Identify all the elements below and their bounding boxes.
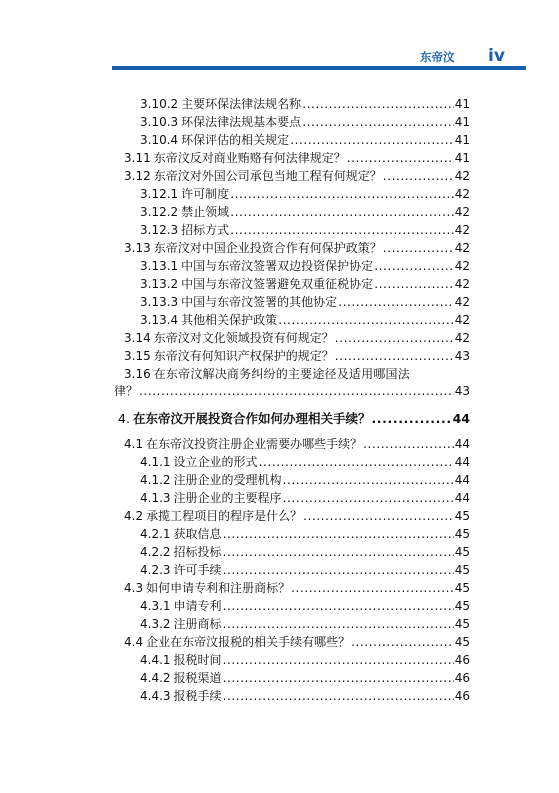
toc-page: 42 xyxy=(454,169,470,183)
toc-label: 报税时间 xyxy=(173,653,222,667)
toc-entry[interactable] xyxy=(114,508,470,525)
toc-number: 4.1.1 xyxy=(140,455,171,469)
dot-leader xyxy=(223,616,454,633)
dot-leader xyxy=(383,240,454,257)
toc-label: 在东帝汶开展投资合作如何办理相关手续？ xyxy=(132,411,371,426)
toc-page: 42 xyxy=(454,205,470,219)
toc-entry[interactable] xyxy=(114,634,470,651)
toc-page: 45 xyxy=(454,509,470,523)
toc-page: 43 xyxy=(454,384,470,398)
toc-number: 3.10.2 xyxy=(140,97,179,111)
dot-leader xyxy=(374,276,454,293)
toc-page: 42 xyxy=(454,241,470,255)
dot-leader xyxy=(302,114,454,131)
dot-leader xyxy=(223,688,454,705)
toc-number: 3.12.2 xyxy=(140,205,179,219)
toc-page: 42 xyxy=(454,277,470,291)
toc-entry[interactable] xyxy=(114,544,470,561)
dot-leader xyxy=(383,168,454,185)
toc-page: 44 xyxy=(454,455,470,469)
toc-entry[interactable] xyxy=(114,472,470,489)
toc-page: 43 xyxy=(454,349,470,363)
toc-entry[interactable] xyxy=(114,670,470,687)
toc-label: 在东帝汶解决商务纠纷的主要途径及适用哪国法 xyxy=(153,367,410,381)
dot-leader xyxy=(223,544,454,561)
toc-number: 3.12.1 xyxy=(140,187,179,201)
toc-page: 42 xyxy=(454,259,470,273)
toc-number: 3.13.1 xyxy=(140,259,179,273)
toc-number: 4.2.2 xyxy=(140,545,171,559)
toc-entry[interactable] xyxy=(114,258,470,275)
dot-leader xyxy=(351,634,454,651)
dot-leader xyxy=(363,436,454,453)
toc-number: 4.3 xyxy=(124,581,144,595)
toc-page: 45 xyxy=(454,563,470,577)
toc-entry[interactable] xyxy=(114,580,470,597)
toc-label: 许可制度 xyxy=(181,187,230,201)
toc-label: 环保评估的相关规定 xyxy=(181,133,290,147)
page-number: iv xyxy=(488,46,505,66)
toc-entry[interactable] xyxy=(114,294,470,311)
toc-label-continued: 律？ xyxy=(114,384,139,398)
dot-leader xyxy=(283,490,454,507)
toc-number: 4.1 xyxy=(124,437,144,451)
dot-leader xyxy=(338,294,454,311)
toc-entry[interactable] xyxy=(114,454,470,471)
toc-page: 42 xyxy=(454,223,470,237)
dot-leader xyxy=(278,312,454,329)
toc-label: 东帝汶对文化领域投资有何规定？ xyxy=(153,331,334,345)
toc-number: 4.2.1 xyxy=(140,527,171,541)
toc-number: 4.2.3 xyxy=(140,563,171,577)
toc-page: 41 xyxy=(454,151,470,165)
toc-label: 报税手续 xyxy=(173,689,222,703)
dot-leader xyxy=(283,472,454,489)
toc-label: 环保法律法规基本要点 xyxy=(181,115,302,129)
toc-entry[interactable] xyxy=(114,276,470,293)
toc-label: 东帝汶对中国企业投资合作有何保护政策？ xyxy=(153,241,382,255)
toc-entry[interactable] xyxy=(114,96,470,113)
toc-number: 3.13 xyxy=(124,241,151,255)
dot-leader xyxy=(303,508,454,525)
toc-label: 东帝汶对外国公司承包当地工程有何规定？ xyxy=(153,169,382,183)
toc-number: 3.13.4 xyxy=(140,313,179,327)
dot-leader xyxy=(290,132,454,149)
toc-page: 42 xyxy=(454,295,470,309)
toc-page: 44 xyxy=(452,411,470,426)
dot-leader xyxy=(374,258,454,275)
toc-entry[interactable] xyxy=(114,168,470,185)
toc-entry[interactable] xyxy=(114,204,470,221)
dot-leader xyxy=(230,222,454,239)
toc-number: 4.2 xyxy=(124,509,144,523)
toc-number: 3.10.4 xyxy=(140,133,179,147)
toc-page: 42 xyxy=(454,187,470,201)
toc-entry[interactable] xyxy=(114,330,470,347)
toc-page: 41 xyxy=(454,133,470,147)
toc-entry[interactable] xyxy=(114,598,470,615)
toc-label: 其他相关保护政策 xyxy=(181,313,278,327)
header-rule xyxy=(112,66,526,70)
toc-label: 注册商标 xyxy=(173,617,222,631)
toc-label: 东帝汶反对商业贿赂有何法律规定？ xyxy=(153,151,346,165)
toc-number: 3.12.3 xyxy=(140,223,179,237)
toc-number: 4.3.2 xyxy=(140,617,171,631)
toc-number: 4. xyxy=(118,411,130,426)
toc-entry[interactable] xyxy=(114,366,470,400)
toc-label: 如何申请专利和注册商标？ xyxy=(146,581,291,595)
toc-entry[interactable] xyxy=(114,240,470,257)
toc-page: 42 xyxy=(454,313,470,327)
toc-number: 3.16 xyxy=(124,367,151,381)
toc-number: 3.14 xyxy=(124,331,151,345)
toc-number: 3.11 xyxy=(124,151,151,165)
toc-entry[interactable] xyxy=(114,186,470,203)
toc-number: 3.15 xyxy=(124,349,151,363)
dot-leader xyxy=(223,598,454,615)
toc-label: 在东帝汶投资注册企业需要办哪些手续？ xyxy=(146,437,363,451)
running-header-title: 东帝汶 xyxy=(420,50,455,64)
dot-leader xyxy=(223,526,454,543)
toc-number: 4.4 xyxy=(124,635,144,649)
toc-label: 许可手续 xyxy=(173,563,222,577)
toc-entry[interactable] xyxy=(114,688,470,705)
toc-number: 4.1.2 xyxy=(140,473,171,487)
toc-page: 41 xyxy=(454,97,470,111)
toc-entry[interactable] xyxy=(114,562,470,579)
dot-leader xyxy=(302,96,454,113)
toc-page: 45 xyxy=(454,599,470,613)
toc-page: 41 xyxy=(454,115,470,129)
toc-page: 44 xyxy=(454,491,470,505)
toc-page: 42 xyxy=(454,331,470,345)
toc-entry[interactable] xyxy=(114,312,470,329)
toc-page: 44 xyxy=(454,437,470,451)
toc-page: 46 xyxy=(454,671,470,685)
toc-page: 46 xyxy=(454,689,470,703)
toc-page: 45 xyxy=(454,617,470,631)
toc-entry[interactable] xyxy=(114,132,470,149)
toc-number: 4.1.3 xyxy=(140,491,171,505)
toc-label: 获取信息 xyxy=(173,527,222,541)
dot-leader xyxy=(371,410,451,427)
toc-label: 主要环保法律法规名称 xyxy=(181,97,302,111)
dot-leader xyxy=(139,383,454,400)
toc-entry[interactable] xyxy=(114,348,470,365)
dot-leader xyxy=(335,330,454,347)
toc-page: 46 xyxy=(454,653,470,667)
toc-label: 注册企业的受理机构 xyxy=(173,473,282,487)
toc-label: 报税渠道 xyxy=(173,671,222,685)
toc-label: 东帝汶有何知识产权保护的规定？ xyxy=(153,349,334,363)
toc-page: 45 xyxy=(454,635,470,649)
dot-leader xyxy=(230,204,454,221)
toc-label: 中国与东帝汶签署的其他协定 xyxy=(181,295,338,309)
toc-number: 3.13.2 xyxy=(140,277,179,291)
dot-leader xyxy=(259,454,454,471)
toc-entry[interactable] xyxy=(114,490,470,507)
toc-entry[interactable] xyxy=(114,436,470,453)
toc-chapter-entry[interactable] xyxy=(114,410,470,427)
dot-leader xyxy=(335,348,454,365)
toc-label: 中国与东帝汶签署避免双重征税协定 xyxy=(181,277,374,291)
toc-number: 3.10.3 xyxy=(140,115,179,129)
toc-label: 招标投标 xyxy=(173,545,222,559)
toc-label: 申请专利 xyxy=(173,599,222,613)
toc-label: 注册企业的主要程序 xyxy=(173,491,282,505)
toc-page: 45 xyxy=(454,527,470,541)
toc-entry[interactable] xyxy=(114,114,470,131)
toc-page: 45 xyxy=(454,545,470,559)
toc-label: 中国与东帝汶签署双边投资保护协定 xyxy=(181,259,374,273)
toc-label: 企业在东帝汶报税的相关手续有哪些？ xyxy=(146,635,351,649)
toc-number: 4.4.1 xyxy=(140,653,171,667)
dot-leader xyxy=(223,562,454,579)
toc-label: 招标方式 xyxy=(181,223,230,237)
toc-number: 4.3.1 xyxy=(140,599,171,613)
toc-number: 3.13.3 xyxy=(140,295,179,309)
toc-page: 44 xyxy=(454,473,470,487)
toc-entry[interactable] xyxy=(114,222,470,239)
dot-leader xyxy=(223,652,454,669)
toc-entry[interactable] xyxy=(114,616,470,633)
dot-leader xyxy=(291,580,454,597)
toc-label: 禁止领域 xyxy=(181,205,230,219)
dot-leader xyxy=(230,186,454,203)
toc-number: 4.4.3 xyxy=(140,689,171,703)
toc-entry[interactable] xyxy=(114,526,470,543)
dot-leader xyxy=(347,150,454,167)
toc-label: 设立企业的形式 xyxy=(173,455,258,469)
dot-leader xyxy=(223,670,454,687)
toc-page: 45 xyxy=(454,581,470,595)
toc-label: 承揽工程项目的程序是什么？ xyxy=(146,509,303,523)
toc-entry[interactable] xyxy=(114,652,470,669)
toc-number: 4.4.2 xyxy=(140,671,171,685)
toc-number: 3.12 xyxy=(124,169,151,183)
toc-entry[interactable] xyxy=(114,150,470,167)
